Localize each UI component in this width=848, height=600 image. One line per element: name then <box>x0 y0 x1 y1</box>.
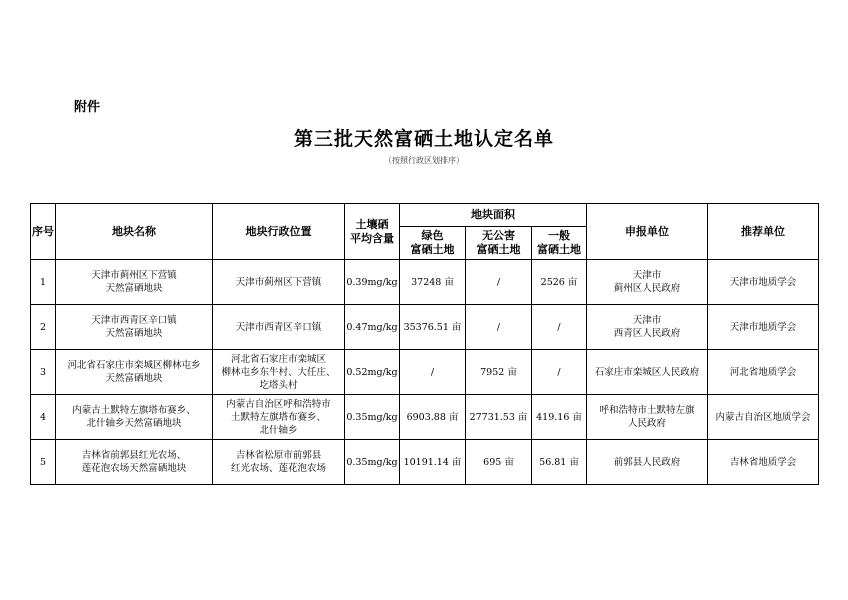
annex-label: 附件 <box>74 100 101 115</box>
cell-name: 河北省石家庄市栾城区柳林屯乡 天然富硒地块 <box>56 350 213 395</box>
cell-name: 内蒙古土默特左旗塔布赛乡、 北什轴乡天然富硒地块 <box>56 395 213 440</box>
cell-applicant: 石家庄市栾城区人民政府 <box>587 350 708 395</box>
cell-applicant: 天津市 蓟州区人民政府 <box>587 260 708 305</box>
document-title: 第三批天然富硒土地认定名单 <box>293 128 554 150</box>
cell-general: / <box>532 305 587 350</box>
header-name: 地块名称 <box>56 204 213 260</box>
cell-green: / <box>400 350 466 395</box>
table-row <box>31 260 819 305</box>
cell-name: 吉林省前郭县红光农场、 莲花泡农场天然富硒地块 <box>56 440 213 485</box>
cell-recommender: 吉林省地质学会 <box>708 440 819 485</box>
header-general: 一般 富硒土地 <box>532 227 587 260</box>
cell-general: / <box>532 350 587 395</box>
cell-pollution-free: / <box>466 260 532 305</box>
cell-pollution-free: 27731.53 亩 <box>466 395 532 440</box>
table-row <box>31 440 819 485</box>
cell-seq: 2 <box>31 305 56 350</box>
cell-selenium: 0.35mg/kg <box>345 440 400 485</box>
cell-pollution-free: 695 亩 <box>466 440 532 485</box>
table-row <box>31 395 819 440</box>
cell-selenium: 0.35mg/kg <box>345 395 400 440</box>
cell-general: 2526 亩 <box>532 260 587 305</box>
cell-seq: 5 <box>31 440 56 485</box>
cell-selenium: 0.47mg/kg <box>345 305 400 350</box>
header-applicant: 申报单位 <box>587 204 708 260</box>
cell-location: 内蒙古自治区呼和浩特市 土默特左旗塔布赛乡、 北什轴乡 <box>213 395 345 440</box>
cell-green: 10191.14 亩 <box>400 440 466 485</box>
cell-applicant: 天津市 西青区人民政府 <box>587 305 708 350</box>
header-selenium: 土壤硒 平均含量 <box>345 204 400 260</box>
cell-recommender: 天津市地质学会 <box>708 260 819 305</box>
header-location: 地块行政位置 <box>213 204 345 260</box>
table-row <box>31 350 819 395</box>
table-row <box>31 305 819 350</box>
cell-seq: 4 <box>31 395 56 440</box>
selenium-land-table <box>30 203 819 485</box>
cell-location: 天津市蓟州区下营镇 <box>213 260 345 305</box>
header-seq: 序号 <box>31 204 56 260</box>
cell-pollution-free: 7952 亩 <box>466 350 532 395</box>
cell-pollution-free: / <box>466 305 532 350</box>
cell-recommender: 天津市地质学会 <box>708 305 819 350</box>
cell-selenium: 0.52mg/kg <box>345 350 400 395</box>
cell-name: 天津市西青区辛口镇 天然富硒地块 <box>56 305 213 350</box>
cell-location: 河北省石家庄市栾城区 柳林屯乡东牛村、大任庄、 圪塔头村 <box>213 350 345 395</box>
cell-location: 天津市西青区辛口镇 <box>213 305 345 350</box>
cell-selenium: 0.39mg/kg <box>345 260 400 305</box>
cell-seq: 3 <box>31 350 56 395</box>
cell-applicant: 呼和浩特市土默特左旗 人民政府 <box>587 395 708 440</box>
cell-seq: 1 <box>31 260 56 305</box>
cell-location: 吉林省松原市前郭县 红光农场、莲花泡农场 <box>213 440 345 485</box>
cell-recommender: 河北省地质学会 <box>708 350 819 395</box>
cell-recommender: 内蒙古自治区地质学会 <box>708 395 819 440</box>
cell-name: 天津市蓟州区下营镇 天然富硒地块 <box>56 260 213 305</box>
cell-general: 56.81 亩 <box>532 440 587 485</box>
cell-applicant: 前郭县人民政府 <box>587 440 708 485</box>
header-area: 地块面积 <box>400 204 587 227</box>
cell-green: 6903.88 亩 <box>400 395 466 440</box>
cell-green: 35376.51 亩 <box>400 305 466 350</box>
cell-green: 37248 亩 <box>400 260 466 305</box>
header-green: 绿色 富硒土地 <box>400 227 466 260</box>
cell-general: 419.16 亩 <box>532 395 587 440</box>
header-recommender: 推荐单位 <box>708 204 819 260</box>
document-subtitle: （按照行政区划排序） <box>384 156 464 165</box>
header-pollution-free: 无公害 富硒土地 <box>466 227 532 260</box>
